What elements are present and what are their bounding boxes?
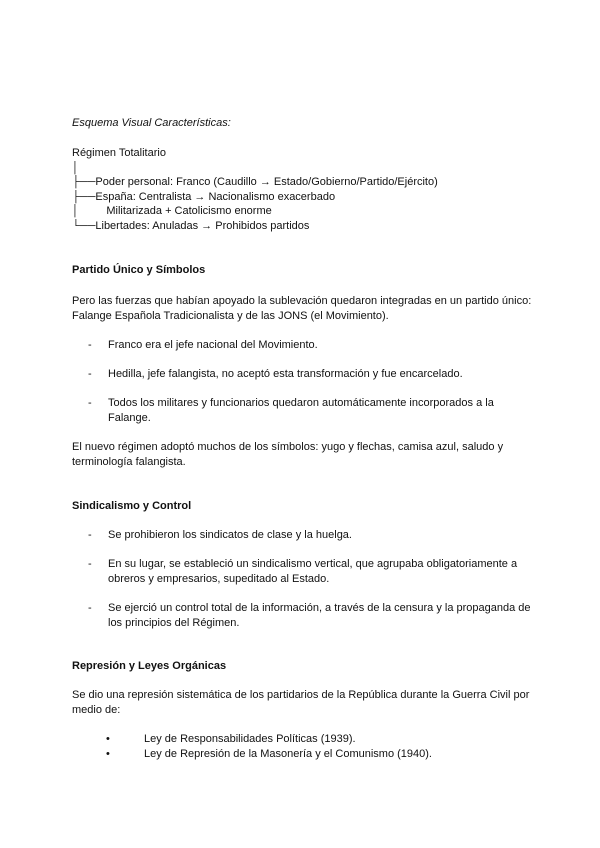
dash-marker: -: [88, 338, 92, 351]
tree-line: │: [72, 161, 79, 174]
section1-closing: El nuevo régimen adoptó muchos de los símbolos: yugo y flechas, camisa azul, saludo y terminología falangista.: [72, 440, 504, 468]
section2-list: [72, 528, 532, 631]
tree-line: └──Libertades: Anuladas → Prohibidos partidos: [72, 219, 310, 232]
list-item: - Se prohibieron los sindicatos de clase y la huelga.: [88, 528, 352, 541]
section3-intro: Se dio una represión sistemática de los partidarios de la República durante la Guerra Civil por medio de:: [72, 688, 530, 716]
list-item: • Ley de Responsabilidades Políticas (1939).: [106, 732, 356, 745]
section-heading-represion: Represión y Leyes Orgánicas: [72, 659, 227, 672]
schema-tree: [72, 146, 532, 234]
section1-intro: Pero las fuerzas que habían apoyado la sublevación quedaron integradas en un partido único: Falange Española Tradicionalista y de las JONS (el Movimiento).: [72, 294, 532, 322]
dash-marker: -: [88, 528, 92, 541]
dash-marker: -: [88, 367, 92, 380]
bullet-marker: •: [106, 747, 110, 760]
section-heading-partido-unico: Partido Único y Símbolos: [72, 263, 206, 276]
list-item: - Hedilla, jefe falangista, no aceptó esta transformación y fue encarcelado.: [88, 367, 463, 380]
list-item: - Todos los militares y funcionarios quedaron automáticamente incorporados a la Falange.: [88, 396, 494, 424]
document-page: [72, 116, 532, 762]
list-item: - En su lugar, se estableció un sindicalismo vertical, que agrupaba obligatoriamente a obreros y empresarios, supeditado al Estado.: [88, 557, 518, 585]
tree-line: ├──Poder personal: Franco (Caudillo → Estado/Gobierno/Partido/Ejército): [72, 176, 438, 189]
tree-line: ├──España: Centralista → Nacionalismo exacerbado: [72, 190, 336, 203]
tree-root: Régimen Totalitario: [72, 147, 166, 159]
section-heading-sindicalismo: Sindicalismo y Control: [72, 499, 192, 512]
tree-line: │ Militarizada + Catolicismo enorme: [72, 205, 272, 218]
dash-marker: -: [88, 396, 92, 409]
list-item: - Se ejerció un control total de la información, a través de la censura y la propaganda de los principios del Régimen.: [88, 601, 531, 629]
dash-marker: -: [88, 557, 92, 570]
section3-list: [72, 732, 532, 762]
bullet-marker: •: [106, 732, 110, 745]
dash-marker: -: [88, 601, 92, 614]
list-item: - Franco era el jefe nacional del Movimiento.: [88, 338, 318, 351]
list-item: • Ley de Represión de la Masonería y el Comunismo (1940).: [106, 747, 432, 760]
section1-list: [72, 338, 532, 426]
schema-title: Esquema Visual Características:: [72, 117, 231, 129]
